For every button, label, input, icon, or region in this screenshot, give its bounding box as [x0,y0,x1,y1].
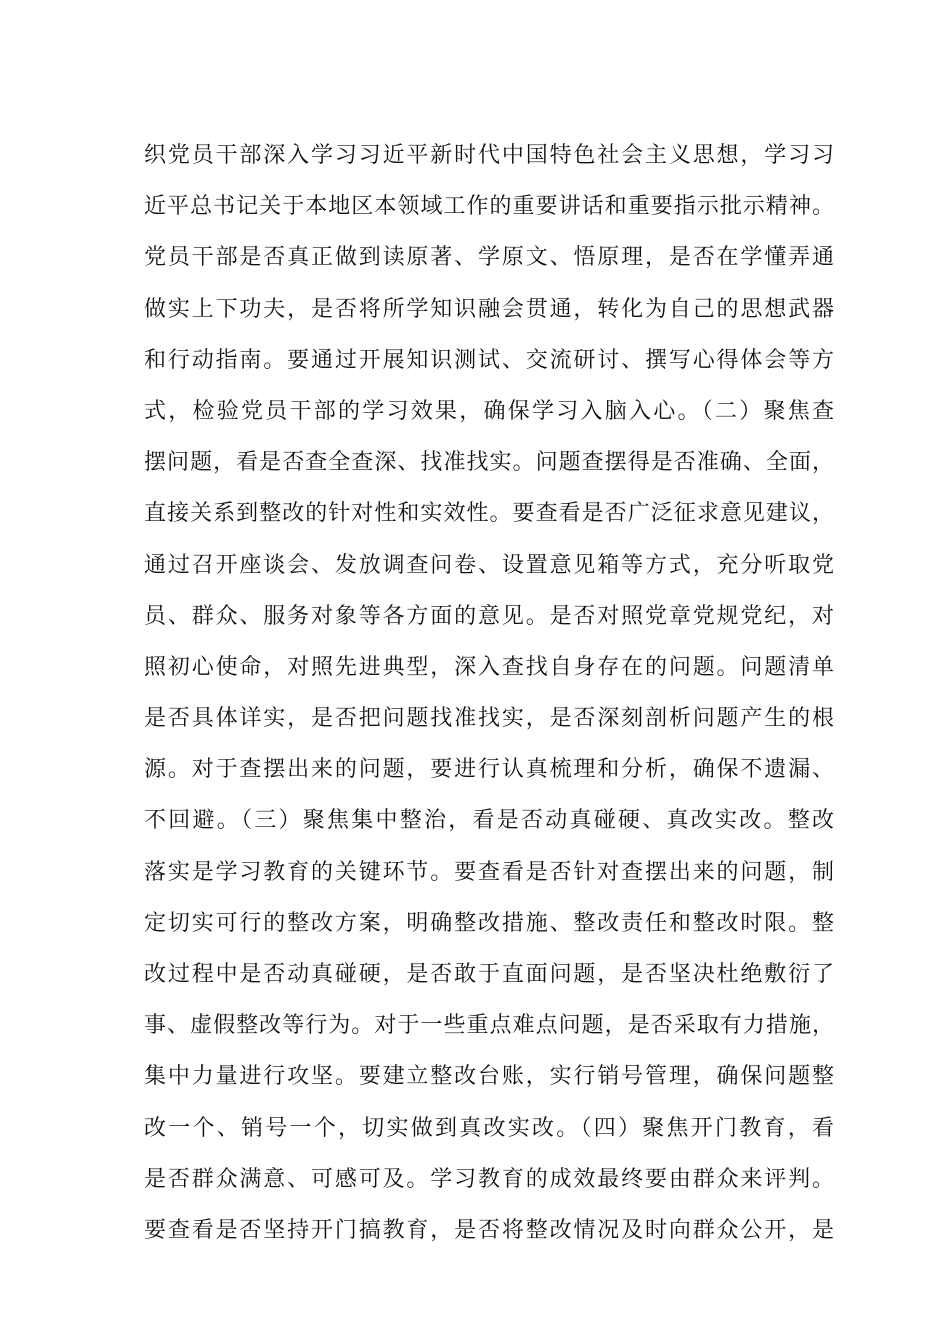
text-line: 近平总书记关于本地区本领域工作的重要讲话和重要指示批示精神。 [144,194,834,220]
text-line: 集中力量进行攻坚。要建立整改台账，实行销号管理，确保问题整 [144,1064,834,1090]
text-line: 党员干部是否真正做到读原著、学原文、悟原理，是否在学懂弄通 [144,245,834,271]
text-line: 照初心使命，对照先进典型，深入查找自身存在的问题。问题清单 [144,654,834,680]
text-line: 事、虚假整改等行为。对于一些重点难点问题，是否采取有力措施， [144,1013,834,1039]
text-line: 要查看是否坚持开门搞教育，是否将整改情况及时向群众公开，是 [144,1217,834,1243]
text-line: 改过程中是否动真碰硬，是否敢于直面问题，是否坚决杜绝敷衍了 [144,962,834,987]
text-line: 是否具体详实，是否把问题找准找实，是否深刻剖析问题产生的根 [144,706,834,732]
text-line: 直接关系到整改的针对性和实效性。要查看是否广泛征求意见建议， [144,501,834,527]
text-line: 源。对于查摆出来的问题，要进行认真梳理和分析，确保不遗漏、 [144,757,834,783]
body-text [144,130,834,1256]
text-line: 是否群众满意、可感可及。学习教育的成效最终要由群众来评判。 [144,1166,834,1192]
text-line: 定切实可行的整改方案，明确整改措施、整改责任和整改时限。整 [144,910,834,936]
text-line: 和行动指南。要通过开展知识测试、交流研讨、撰写心得体会等方 [144,347,834,373]
text-line: 做实上下功夫，是否将所学知识融会贯通，转化为自己的思想武器 [144,296,834,322]
text-line: 不回避。（三）聚焦集中整治，看是否动真碰硬、真改实改。整改 [144,808,834,834]
text-line: 摆问题，看是否查全查深、找准找实。问题查摆得是否准确、全面， [144,450,834,476]
text-line: 通过召开座谈会、发放调查问卷、设置意见箱等方式，充分听取党 [144,552,834,578]
text-line: 落实是学习教育的关键环节。要查看是否针对查摆出来的问题，制 [144,859,834,885]
text-line: 织党员干部深入学习习近平新时代中国特色社会主义思想，学习习 [144,143,834,168]
text-line: 式，检验党员干部的学习效果，确保学习入脑入心。（二）聚焦查 [144,398,834,424]
text-line: 员、群众、服务对象等各方面的意见。是否对照党章党规党纪，对 [144,603,834,629]
text-line: 改一个、销号一个，切实做到真改实改。（四）聚焦开门教育，看 [144,1115,834,1141]
